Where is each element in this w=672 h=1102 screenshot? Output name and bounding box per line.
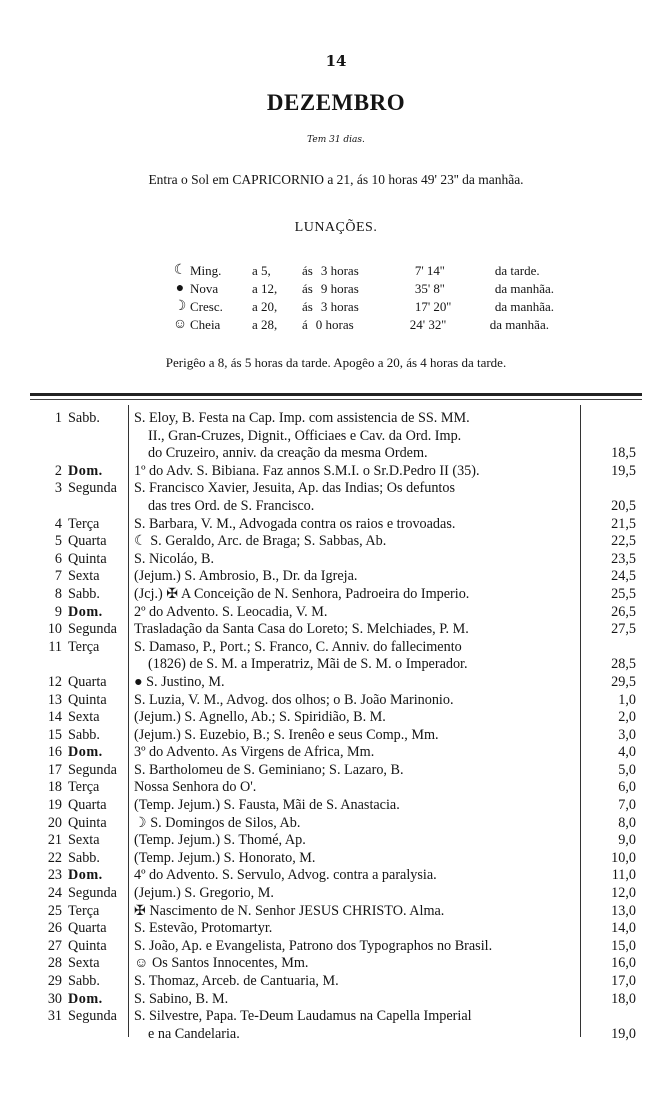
lunation-period: da tarde.: [494, 263, 540, 278]
entry-line: 3º do Advento. As Virgens de Africa, Mm.: [134, 744, 375, 761]
moon-age-value: 11,0: [611, 867, 636, 884]
moon-age-value: 4,0: [618, 744, 636, 761]
moon-age-value: 15,0: [611, 937, 636, 954]
moon-age-value: 27,5: [611, 621, 636, 638]
calendar-row: [28, 867, 644, 885]
day-number: 11: [48, 638, 62, 655]
entry-line: S. João, Ap. e Evangelista, Patrono dos Typographos no Brasil.: [134, 937, 493, 954]
weekday: Quarta: [68, 533, 107, 550]
lunation-name: Ming.: [190, 263, 222, 278]
day-number: 18: [47, 779, 62, 796]
saint-entry: [128, 850, 582, 868]
day-number: 3: [54, 480, 62, 497]
entry-line: S. Estevão, Protomartyr.: [134, 920, 273, 937]
lunation-hours: 9 horas: [320, 281, 359, 296]
calendar-row: [28, 463, 644, 481]
day-number: 28: [47, 955, 62, 972]
lunation-day: a 12,: [252, 281, 278, 296]
calendar-row: [28, 533, 644, 551]
lunation-hours: 3 horas: [320, 263, 359, 278]
calendar-row: [28, 674, 644, 692]
entry-line: (Jejum.) S. Gregorio, M.: [134, 885, 274, 902]
double-rule-thick: [30, 393, 642, 396]
saint-entry: [128, 920, 582, 938]
day-number: 8: [54, 585, 62, 602]
day-number: 30: [47, 990, 62, 1007]
entry-line: S. Nicoláo, B.: [134, 550, 214, 567]
saint-entry: [128, 586, 582, 604]
lunation-hours: 0 horas: [315, 317, 354, 332]
day-number: 10: [47, 621, 62, 638]
entry-line: ✠ Nascimento de N. Senhor JESUS CHRISTO. Alma.: [134, 902, 445, 919]
lunation-at: ás: [302, 299, 313, 314]
moon-age-value: 19,0: [611, 1025, 636, 1042]
entry-line: (Temp. Jejum.) S. Thomé, Ap.: [134, 832, 306, 849]
calendar-row: [28, 991, 644, 1009]
lunation-day: a 28,: [252, 317, 278, 332]
calendar-row: [28, 639, 644, 674]
moon-age-value: 23,5: [611, 550, 636, 567]
moon-age-value: 12,0: [611, 885, 636, 902]
day-number: 12: [47, 673, 62, 690]
moon-age-value: 8,0: [618, 814, 636, 831]
day-number: 21: [47, 832, 62, 849]
page-number: 14: [325, 52, 347, 70]
entry-line: (Jcj.) ✠ A Conceição de N. Senhora, Padroeira do Imperio.: [134, 585, 470, 602]
saint-entry: [128, 867, 582, 885]
day-number: 9: [54, 603, 62, 620]
lunation-hours: 3 horas: [320, 299, 359, 314]
entry-line: S. Sabino, B. M.: [134, 990, 229, 1007]
saint-entry: [128, 955, 582, 973]
moon-age-value: 18,5: [611, 445, 636, 462]
moon-age-value: 2,0: [618, 709, 636, 726]
day-number: 22: [47, 849, 62, 866]
entry-line: S. Eloy, B. Festa na Cap. Imp. com assistencia de SS. MM.: [134, 410, 470, 426]
moon-age-value: 19,5: [611, 462, 636, 479]
saint-entry: [128, 621, 582, 639]
weekday: Sexta: [68, 955, 100, 972]
day-number: 13: [47, 691, 62, 708]
weekday: Terça: [68, 902, 100, 919]
entry-line: das tres Ord. de S. Francisco.: [148, 497, 315, 514]
weekday: Sabb.: [68, 849, 100, 866]
weekday: Dom.: [68, 867, 103, 884]
weekday: Sexta: [68, 709, 100, 726]
new-moon-icon: ●: [175, 281, 185, 296]
moon-age-value: 24,5: [611, 568, 636, 585]
entry-line: S. Damaso, P., Port.; S. Franco, C. Anniv. do fallecimento: [134, 638, 462, 655]
lunation-row: [170, 316, 554, 334]
lunation-time: 24' 32'': [409, 317, 447, 332]
entry-line: (Jejum.) S. Euzebio, B.; S. Irenêo e seus Comp., Mm.: [134, 726, 439, 743]
calendar-row: [28, 744, 644, 762]
entry-line: S. Silvestre, Papa. Te-Deum Laudamus na Capella Imperial: [134, 1008, 472, 1025]
lunation-at: ás: [302, 281, 313, 296]
lunation-period: da manhãa.: [489, 317, 549, 332]
entry-line: 4º do Advento. S. Servulo, Advog. contra a paralysia.: [134, 867, 437, 884]
saint-entry: [128, 639, 582, 674]
calendar-row: [28, 480, 644, 515]
saint-entry: [128, 991, 582, 1009]
entry-line: S. Bartholomeu de S. Geminiano; S. Lazaro, B.: [134, 761, 404, 778]
spacer: [313, 298, 321, 316]
calendar-row: [28, 727, 644, 745]
saint-entry: [128, 516, 582, 534]
calendar-row: [28, 938, 644, 956]
entry-line: 1º do Adv. S. Bibiana. Faz annos S.M.I. o Sr.D.Pedro II (35).: [134, 462, 480, 479]
lunations-heading: LUNAÇÕES.: [294, 220, 378, 235]
calendar-row: [28, 920, 644, 938]
moon-age-value: 7,0: [618, 797, 636, 814]
weekday: Dom.: [68, 462, 103, 479]
moon-age-value: 20,5: [611, 497, 636, 514]
saint-entry: [128, 815, 582, 833]
day-number: 26: [47, 920, 62, 937]
day-number: 19: [47, 797, 62, 814]
day-number: 1: [54, 410, 62, 426]
month-title: DEZEMBRO: [266, 90, 406, 115]
entry-line: 2º do Advento. S. Leocadia, V. M.: [134, 603, 328, 620]
weekday: Quarta: [68, 797, 107, 814]
entry-line: S. Francisco Xavier, Jesuita, Ap. das Indias; Os defuntos: [134, 480, 455, 497]
double-rule-thin: [30, 399, 642, 400]
sun-entry-line: Entra o Sol em CAPRICORNIO a 21, ás 10 horas 49' 23'' da manhãa.: [148, 172, 524, 187]
entry-line: S. Luzia, V. M., Advog. dos olhos; o B. João Marinonio.: [134, 691, 454, 708]
entry-line: (Temp. Jejum.) S. Fausta, Mãi de S. Anastacia.: [134, 797, 400, 814]
calendar-row: [28, 973, 644, 991]
moon-age-value: 26,5: [611, 603, 636, 620]
waning-moon-icon: ☾: [173, 263, 187, 278]
weekday: Quinta: [68, 691, 107, 708]
weekday: Sabb.: [68, 726, 100, 743]
day-number: 27: [47, 937, 62, 954]
days-count: Tem 31 dias.: [307, 135, 365, 145]
saint-entry: [128, 551, 582, 569]
saint-entry: [128, 779, 582, 797]
day-number: 31: [47, 1008, 62, 1025]
saint-entry: [128, 938, 582, 956]
moon-age-value: 3,0: [618, 726, 636, 743]
weekday: Dom.: [68, 603, 103, 620]
day-number: 23: [47, 867, 62, 884]
saint-entry: [128, 832, 582, 850]
full-moon-icon: ☺: [172, 317, 188, 332]
weekday: Sexta: [68, 832, 100, 849]
lunation-day: a 20,: [252, 299, 278, 314]
weekday: Segunda: [68, 480, 117, 497]
calendar-row: [28, 586, 644, 604]
saint-entry: [128, 692, 582, 710]
saint-entry: [128, 885, 582, 903]
moon-age-value: 16,0: [611, 955, 636, 972]
saint-entry: [128, 903, 582, 921]
moon-age-value: 13,0: [611, 902, 636, 919]
calendar-row: [28, 604, 644, 622]
calendar-row: [28, 1008, 644, 1043]
entry-line: S. Thomaz, Arceb. de Cantuaria, M.: [134, 973, 339, 989]
entry-line: II., Gran-Cruzes, Dignit., Officiaes e Cav. da Ord. Imp.: [148, 427, 462, 444]
entry-line: ☺ Os Santos Innocentes, Mm.: [134, 955, 309, 972]
day-number: 29: [47, 973, 62, 989]
lunation-name: Nova: [190, 281, 219, 296]
day-number: 17: [47, 761, 62, 778]
saint-entry: [128, 463, 582, 481]
moon-age-value: 17,0: [611, 973, 636, 989]
moon-age-value: 14,0: [611, 920, 636, 937]
lunation-row: [170, 262, 554, 280]
saint-entry: [128, 709, 582, 727]
saint-entry: [128, 674, 582, 692]
lunation-period: da manhãa.: [494, 299, 555, 314]
saint-entry: [128, 762, 582, 780]
day-number: 24: [47, 885, 62, 902]
moon-age-value: 9,0: [618, 832, 636, 849]
entry-line: (Temp. Jejum.) S. Honorato, M.: [134, 849, 316, 866]
saint-entry: [128, 480, 582, 515]
weekday: Quinta: [68, 937, 107, 954]
saint-entry: [128, 568, 582, 586]
calendar-row: [28, 797, 644, 815]
calendar-row: [28, 692, 644, 710]
spacer: [308, 316, 316, 334]
moon-age-value: 10,0: [611, 849, 636, 866]
entry-line: ☽ S. Domingos de Silos, Ab.: [134, 814, 301, 831]
lunation-time: 35' 8'': [414, 281, 445, 296]
day-number: 25: [47, 902, 62, 919]
calendar-row: [28, 955, 644, 973]
saint-entry: [128, 533, 582, 551]
saint-entry: [128, 410, 582, 463]
weekday: Sabb.: [68, 585, 100, 602]
perigee-apogee-line: Perigêo a 8, ás 5 horas da tarde. Apogêo a 20, ás 4 horas da tarde.: [165, 355, 507, 370]
calendar-row: [28, 815, 644, 833]
moon-age-value: 28,5: [611, 656, 636, 673]
day-number: 20: [47, 814, 62, 831]
entry-line: S. Barbara, V. M., Advogada contra os raios e trovoadas.: [134, 515, 456, 532]
entry-line: ☾ S. Geraldo, Arc. de Braga; S. Sabbas, Ab.: [134, 533, 387, 550]
saint-entry: [128, 604, 582, 622]
weekday: Quinta: [68, 550, 107, 567]
day-number: 16: [47, 744, 62, 761]
lunation-period: da manhãa.: [494, 281, 555, 296]
spacer: [313, 280, 321, 298]
lunation-at: ás: [302, 263, 313, 278]
lunation-time: 7' 14'': [414, 263, 445, 278]
day-number: 15: [47, 726, 62, 743]
lunation-name: Cheia: [190, 317, 221, 332]
entry-line: (Jejum.) S. Ambrosio, B., Dr. da Igreja.: [134, 568, 358, 585]
calendar-row: [28, 779, 644, 797]
moon-age-value: 6,0: [618, 779, 636, 796]
weekday: Quarta: [68, 673, 107, 690]
day-number: 7: [54, 568, 62, 585]
weekday: Quarta: [68, 920, 107, 937]
weekday: Terça: [68, 779, 100, 796]
saint-entry: [128, 973, 582, 991]
calendar-row: [28, 551, 644, 569]
lunation-at: á: [302, 317, 308, 332]
lunations-list: [170, 262, 554, 334]
weekday: Sabb.: [68, 973, 100, 989]
entry-line: do Cruzeiro, anniv. da creação da mesma Ordem.: [148, 445, 428, 462]
weekday: Quinta: [68, 814, 107, 831]
calendar-row: [28, 568, 644, 586]
entry-line: Trasladação da Santa Casa do Loreto; S. Melchiades, P. M.: [134, 621, 469, 638]
moon-age-value: 22,5: [611, 533, 636, 550]
calendar-row: [28, 621, 644, 639]
calendar-row: [28, 762, 644, 780]
waxing-moon-icon: ☽: [173, 299, 187, 314]
calendar-row: [28, 885, 644, 903]
lunation-time: 17' 20'': [414, 299, 452, 314]
moon-age-value: 25,5: [611, 585, 636, 602]
calendar-table: [28, 410, 644, 1043]
day-number: 2: [54, 462, 62, 479]
entry-line: (1826) de S. M. a Imperatriz, Mãi de S. M. o Imperador.: [148, 656, 468, 673]
saint-entry: [128, 744, 582, 762]
weekday: Segunda: [68, 885, 117, 902]
day-number: 5: [54, 533, 62, 550]
day-number: 14: [47, 709, 62, 726]
moon-age-value: 5,0: [618, 761, 636, 778]
weekday: Terça: [68, 515, 100, 532]
weekday: Sexta: [68, 568, 100, 585]
saint-entry: [128, 727, 582, 745]
weekday: Segunda: [68, 621, 117, 638]
weekday: Sabb.: [68, 410, 100, 426]
weekday: Terça: [68, 638, 100, 655]
spacer: [313, 262, 321, 280]
entry-line: e na Candelaria.: [148, 1025, 240, 1042]
calendar-row: [28, 709, 644, 727]
moon-age-value: 29,5: [611, 673, 636, 690]
day-number: 6: [54, 550, 62, 567]
weekday: Segunda: [68, 1008, 117, 1025]
lunation-row: [170, 298, 554, 316]
lunation-row: [170, 280, 554, 298]
day-number: 4: [54, 515, 62, 532]
weekday: Dom.: [68, 990, 103, 1007]
lunation-day: a 5,: [252, 263, 271, 278]
moon-age-value: 21,5: [611, 515, 636, 532]
entry-line: (Jejum.) S. Agnello, Ab.; S. Spiridião, B. M.: [134, 709, 386, 726]
saint-entry: [128, 1008, 582, 1043]
calendar-row: [28, 832, 644, 850]
saint-entry: [128, 797, 582, 815]
moon-age-value: 1,0: [618, 691, 636, 708]
calendar-row: [28, 850, 644, 868]
weekday: Dom.: [68, 744, 103, 761]
weekday: Segunda: [68, 761, 117, 778]
entry-line: Nossa Senhora do O'.: [134, 779, 257, 796]
moon-age-value: 18,0: [611, 990, 636, 1007]
calendar-row: [28, 410, 644, 463]
calendar-row: [28, 903, 644, 921]
entry-line: ● S. Justino, M.: [134, 673, 225, 690]
calendar-row: [28, 516, 644, 534]
lunation-name: Cresc.: [190, 299, 223, 314]
